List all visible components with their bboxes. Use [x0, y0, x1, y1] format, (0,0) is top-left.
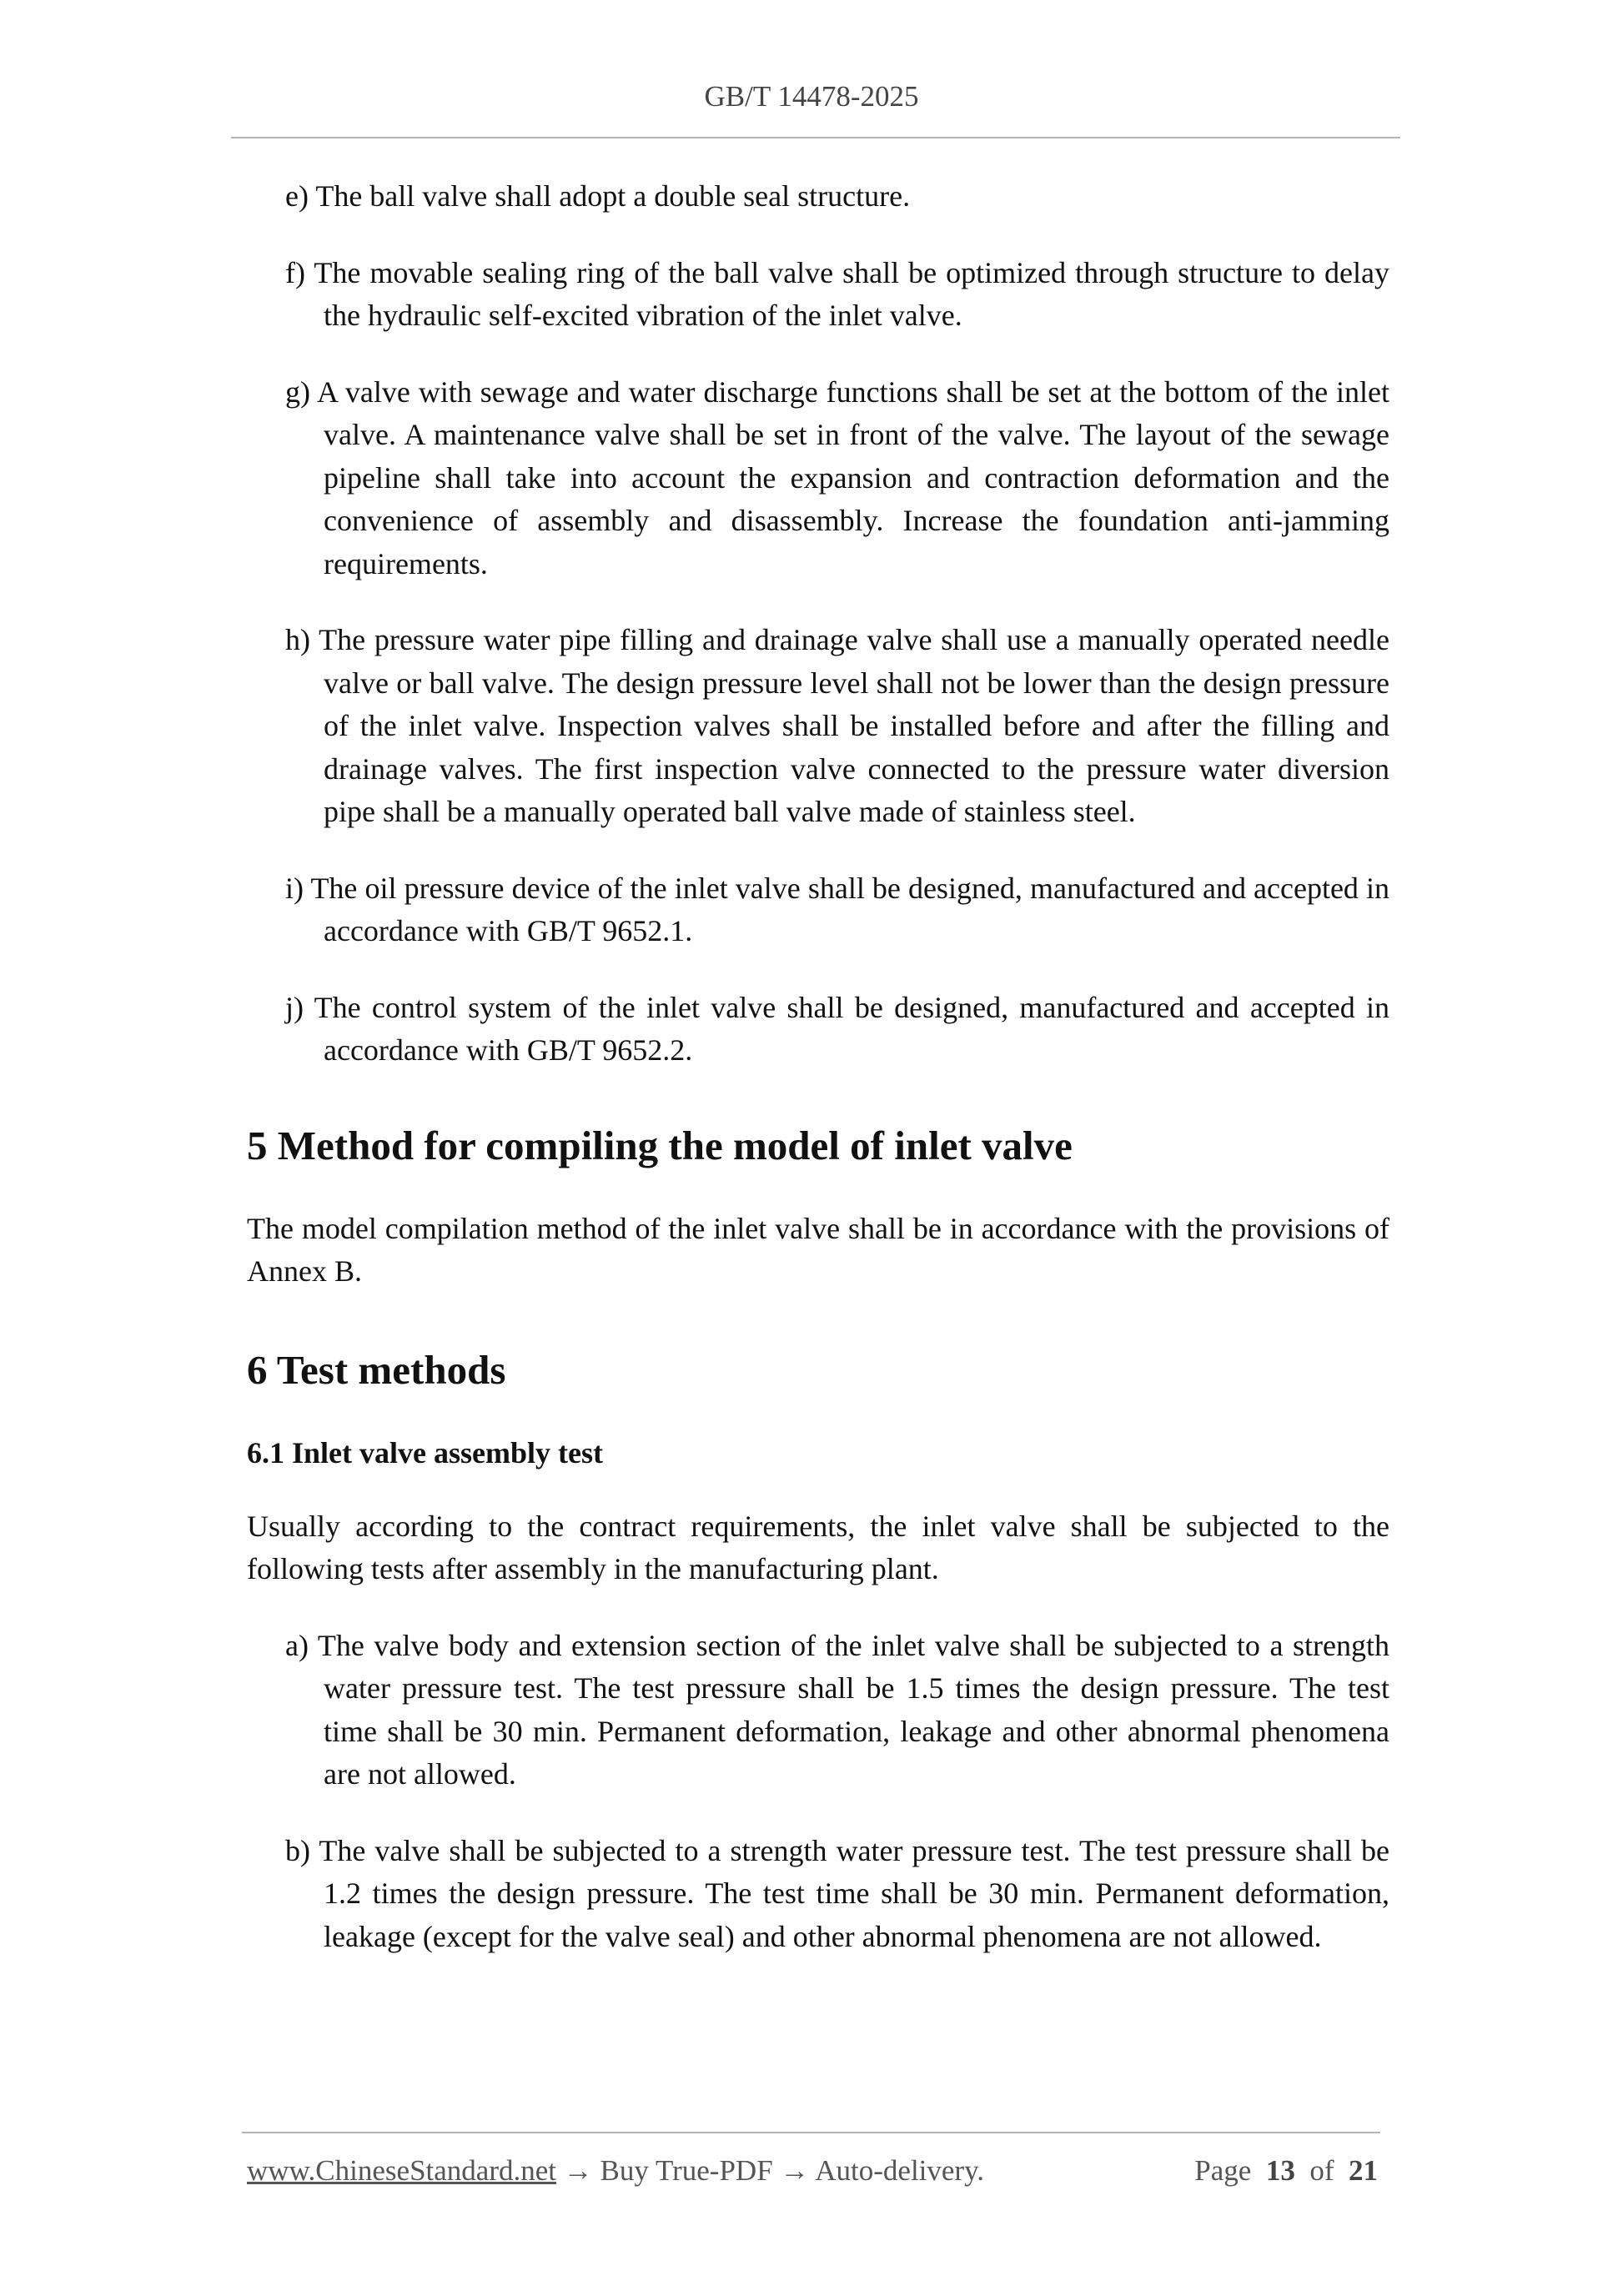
list-text: The valve shall be subjected to a strength water pressure test. The test pressure shall be 1.2 times the design pressure. The test time shall be 30 min. Permanent deformation, leakage (except for the valve seal) and other abnormal phenomena are not allowed.: [319, 1833, 1389, 1953]
arrow-right-icon: →: [780, 2154, 810, 2187]
list-text: The movable sealing ring of the ball valve shall be optimized through structure to delay the hydraulic self-excited vibration of the inlet valve.: [314, 255, 1389, 332]
list-text: The control system of the inlet valve shall be designed, manufactured and accepted in accordance with GB/T 9652.2.: [314, 990, 1390, 1067]
list-text: The valve body and extension section of the inlet valve shall be subjected to a strength water pressure test. The test pressure shall be 1.5 times the design pressure. The test time shall be 30 min. Permanent deformation, leakage and other abnormal phenomena are not allowed.: [317, 1628, 1389, 1791]
buy-text: Buy True-PDF: [600, 2154, 773, 2187]
list-item-j: [285, 987, 1389, 1073]
list-item-g: [285, 371, 1389, 586]
page-footer: [247, 2154, 1381, 2188]
arrow-right-icon: →: [563, 2154, 593, 2187]
of-label: of: [1309, 2154, 1334, 2187]
list-text: A valve with sewage and water discharge functions shall be set at the bottom of the inlet valve. A maintenance valve shall be set in front of the valve. The layout of the sewage pipeline shall take into account the expansion and contraction deformation and the convenience of assembly and disassembly. Increase the foundation anti-jamming requirements.: [316, 374, 1389, 580]
list-item-f: [285, 252, 1389, 338]
page-number: 13: [1265, 2154, 1295, 2187]
list-item-b: [285, 1830, 1389, 1959]
list-label: j): [285, 990, 304, 1024]
list-label: f): [285, 255, 305, 289]
section-6-1-intro: Usually according to the contract requirements, the inlet valve shall be subjected to the following tests after assembly in the manufacturing plant.: [247, 1509, 1389, 1585]
website-link[interactable]: www.ChineseStandard.net: [247, 2154, 556, 2187]
page-indicator: [1194, 2154, 1378, 2188]
header-divider: [231, 137, 1400, 138]
list-text: The ball valve shall adopt a double seal structure.: [315, 179, 911, 213]
section-5-heading: 5 Method for compiling the model of inlet valve: [247, 1122, 1073, 1168]
list-text: The oil pressure device of the inlet valve shall be designed, manufactured and accepted in accordance with GB/T 9652.1.: [310, 871, 1390, 947]
list-label: i): [285, 871, 304, 905]
list-label: e): [285, 179, 309, 213]
footer-divider: [242, 2132, 1380, 2133]
section-6-1-heading: 6.1 Inlet valve assembly test: [247, 1435, 603, 1470]
section-6-heading: 6 Test methods: [247, 1346, 506, 1393]
list-label: a): [285, 1628, 309, 1662]
list-label: b): [285, 1833, 310, 1867]
document-code-header: GB/T 14478-2025: [704, 80, 919, 113]
section-5-paragraph: The model compilation method of the inlet valve shall be in accordance with the provisions of Annex B.: [247, 1211, 1389, 1288]
list-item-h: [285, 619, 1389, 834]
list-item-e: [285, 175, 1389, 219]
delivery-text: Auto-delivery.: [815, 2154, 985, 2187]
page-content: [247, 175, 1389, 1992]
list-item-i: [285, 867, 1389, 953]
total-pages: 21: [1349, 2154, 1378, 2187]
list-label: g): [285, 374, 310, 409]
page-label: Page: [1194, 2154, 1252, 2187]
list-label: h): [285, 623, 310, 656]
list-item-a: [285, 1625, 1389, 1796]
list-text: The pressure water pipe filling and drainage valve shall use a manually operated needle valve or ball valve. The design pressure level shall not be lower than the design pressure of the inlet valve. Inspection valves shall be installed before and after the filling and drainage valves. The first inspection valve connected to the pressure water diversion pipe shall be a manually operated ball valve made of stainless steel.: [319, 623, 1389, 828]
